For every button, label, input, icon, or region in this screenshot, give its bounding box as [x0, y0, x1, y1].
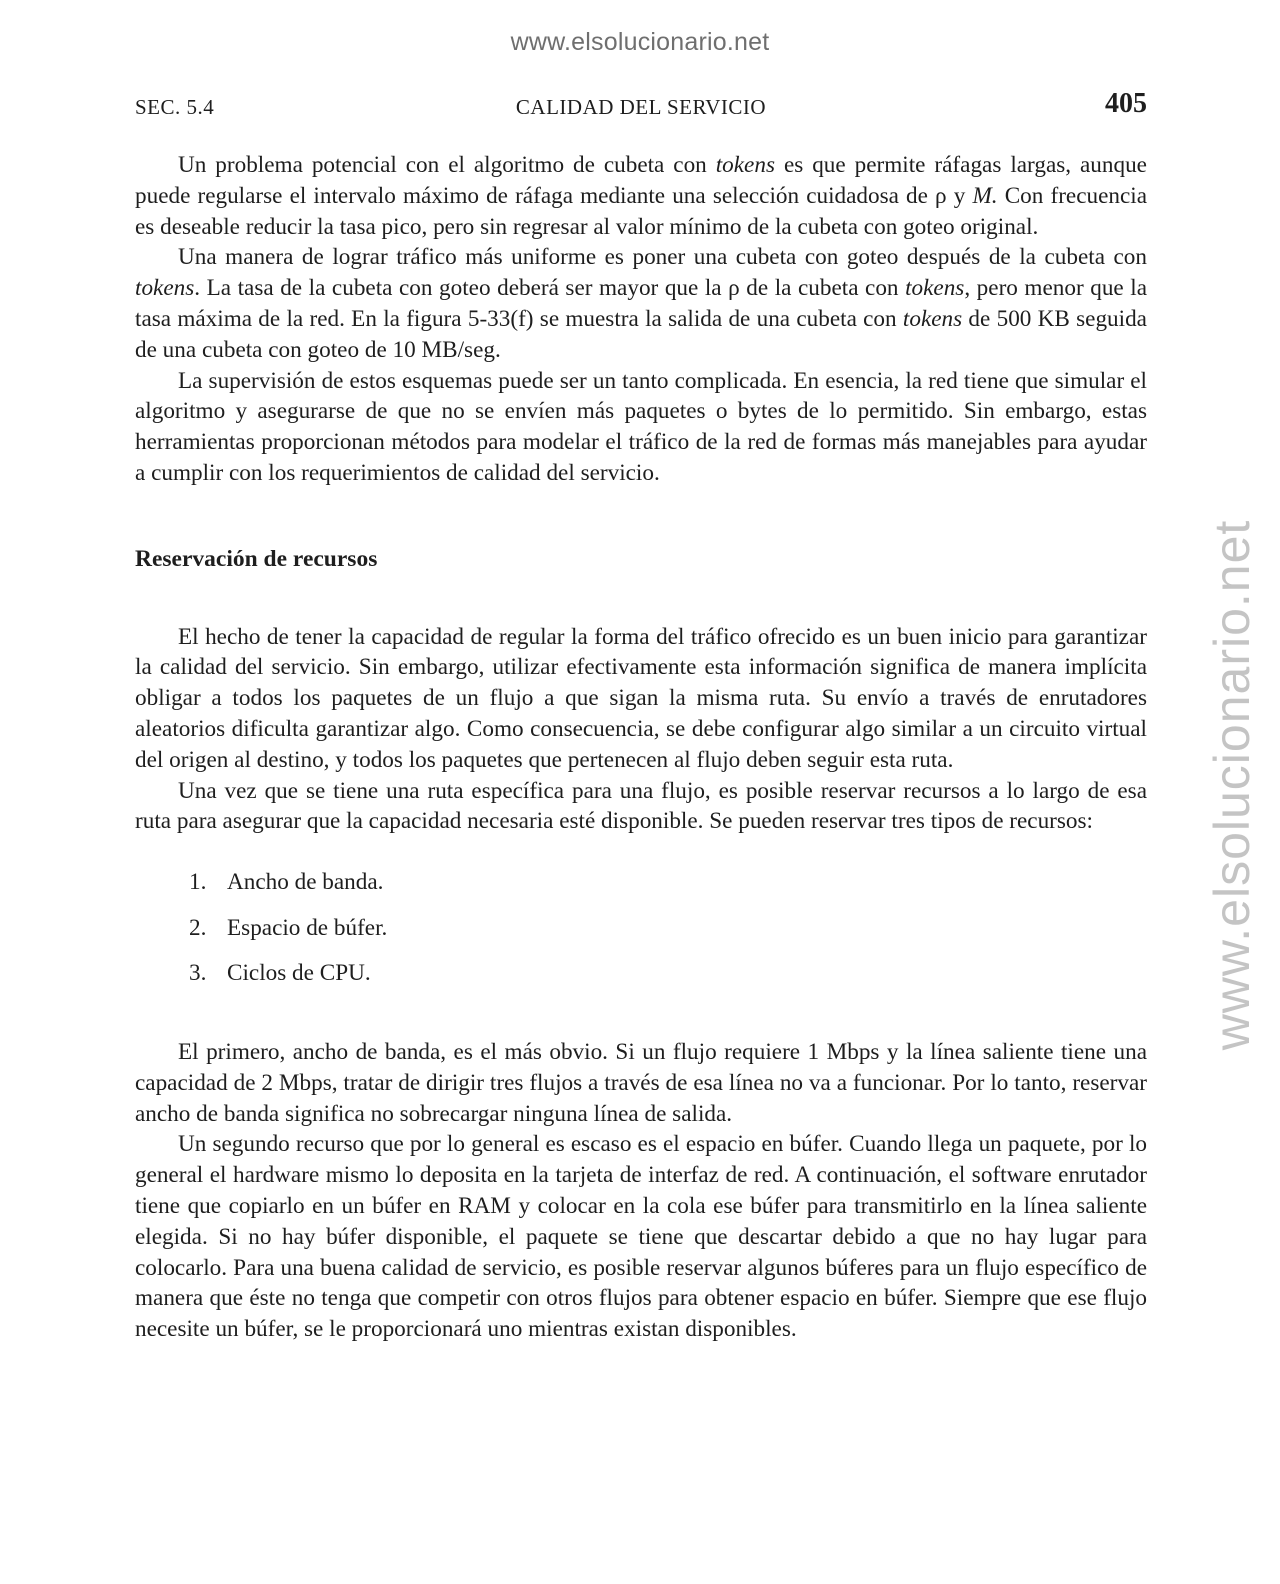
- watermark-url-top: www.elsolucionario.net: [510, 28, 770, 56]
- list-item: 1. Ancho de banda.: [189, 869, 384, 896]
- watermark-url-side: www.elsolucionario.net: [1204, 519, 1260, 1051]
- paragraph-bandwidth: El primero, ancho de banda, es el más obvio. Si un flujo requiere 1 Mbps y la línea saliente tiene una capacidad de 2 Mbps, tratar de dirigir tres flujos a través de esa línea no va a funcionar. Por lo tanto, reservar ancho de banda significa no sobrecargar ninguna línea de salida.: [135, 1038, 1147, 1127]
- list-item: 2. Espacio de búfer.: [189, 914, 388, 941]
- page-body: [135, 150, 1147, 1345]
- paragraph-supervision: La supervisión de estos esquemas puede ser un tanto complicada. En esencia, la red tiene que simular el algoritmo y asegurarse de que no se envíen más paquetes o bytes de lo permitido. Sin embargo, estas herramientas proporcionan métodos para modelar el tráfico de la red de formas más manejables para ayudar a cumplir con los requerimientos de calidad del servicio.: [135, 367, 1147, 486]
- paragraph-token-bucket-bursts: Un problema potencial con el algoritmo de cubeta con tokens es que permite ráfagas largas, aunque puede regularse el intervalo máximo de ráfaga mediante una selección cuidadosa de ρ y M. Con frecuencia es deseable reducir la tasa pico, pero sin regresar al valor mínimo de la cubeta con goteo original.: [135, 152, 1148, 240]
- page-number: 405: [1105, 88, 1147, 119]
- resource-list: [135, 867, 1147, 1004]
- paragraph-buffer-space: Un segundo recurso que por lo general es escaso es el espacio en búfer. Cuando llega un paquete, por lo general el hardware mismo lo deposita en la tarjeta de interfaz de red. A continuación, el software enrutador tiene que copiarlo en un búfer en RAM y colocar en la cola ese búfer para transmitirlo en la línea saliente elegida. Si no hay búfer disponible, el paquete se tiene que descartar debido a que no hay lugar para colocarlo. Para una buena calidad de servicio, es posible reservar algunos búferes para un flujo específico de manera que éste no tenga que competir con otros flujos para obtener espacio en búfer. Siempre que ese flujo necesite un búfer, se le proporcionará uno mientras existan disponibles.: [135, 1131, 1147, 1343]
- section-heading: Reservación de recursos: [135, 545, 378, 572]
- paragraph-leaky-after-token: Una manera de lograr tráfico más uniforme es poner una cubeta con goteo después de la cubeta con tokens. La tasa de la cubeta con goteo deberá ser mayor que la ρ de la cubeta con tokens, pero menor que la tasa máxima de la red. En la figura 5-33(f) se muestra la salida de una cubeta con tokens de 500 KB seguida de una cubeta con goteo de 10 MB/seg.: [135, 244, 1147, 363]
- page-header: [135, 88, 1147, 124]
- paragraph-reserve-resources: Una vez que se tiene una ruta específica para una flujo, es posible reservar recursos a lo largo de esa ruta para asegurar que la capacidad necesaria esté disponible. Se pueden reservar tres tipos de recursos:: [135, 777, 1147, 835]
- paragraph-traffic-shaping: El hecho de tener la capacidad de regular la forma del tráfico ofrecido es un buen inicio para garantizar la calidad del servicio. Sin embargo, utilizar efectivamente esta información significa de manera implícita obligar a todos los paquetes de un flujo a que sigan la misma ruta. Su envío a través de enrutadores aleatorios dificulta garantizar algo. Como consecuencia, se debe configurar algo similar a un circuito virtual del origen al destino, y todos los paquetes que pertenecen al flujo deben seguir esta ruta.: [135, 623, 1147, 773]
- section-number: SEC. 5.4: [135, 95, 215, 119]
- running-title: CALIDAD DEL SERVICIO: [515, 95, 767, 119]
- list-item: 3. Ciclos de CPU.: [189, 960, 371, 987]
